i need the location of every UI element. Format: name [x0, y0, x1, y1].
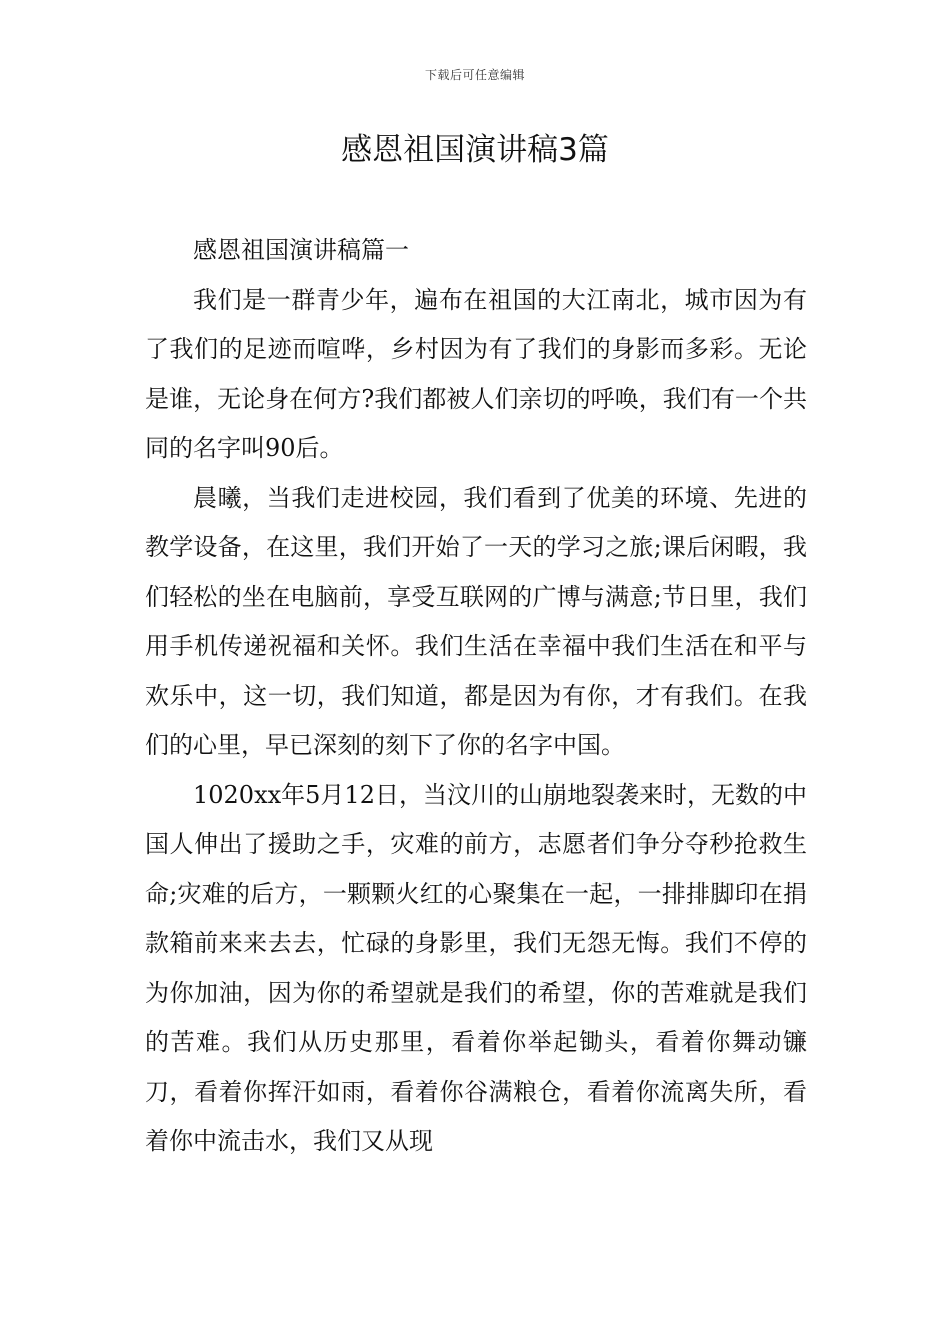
- document-title: 感恩祖国演讲稿3篇: [341, 132, 609, 168]
- paragraph: 晨曦，当我们走进校园，我们看到了优美的环境、先进的教学设备，在这里，我们开始了一天的学习之旅;课后闲暇，我们轻松的坐在电脑前，享受互联网的广博与满意;节日里，我们用手机传递祝福和关怀。我们生活在幸福中我们生活在和平与欢乐中，这一切，我们知道，都是因为有你，才有我们。在我们的心里，早已深刻的刻下了你的名字中国。: [145, 483, 807, 759]
- document-body: [145, 226, 807, 1167]
- header-note: 下载后可任意编辑: [424, 68, 525, 82]
- section-heading: 感恩祖国演讲稿篇一: [193, 236, 409, 264]
- paragraph: 我们是一群青少年，遍布在祖国的大江南北，城市因为有了我们的足迹而喧哗，乡村因为有了我们的身影而多彩。无论是谁，无论身在何方?我们都被人们亲切的呼唤，我们有一个共同的名字叫90后。: [145, 285, 807, 462]
- paragraph: 1020xx年5月12日，当汶川的山崩地裂袭来时，无数的中国人伸出了援助之手，灾难的前方，志愿者们争分夺秒抢救生命;灾难的后方，一颗颗火红的心聚集在一起，一排排脚印在捐款箱前来来去去，忙碌的身影里，我们无怨无悔。我们不停的为你加油，因为你的希望就是我们的希望，你的苦难就是我们的苦难。我们从历史那里，看着你举起锄头，看着你舞动镰刀，看着你挥汗如雨，看着你谷满粮仓，看着你流离失所，看着你中流击水，我们又从现: [145, 780, 807, 1155]
